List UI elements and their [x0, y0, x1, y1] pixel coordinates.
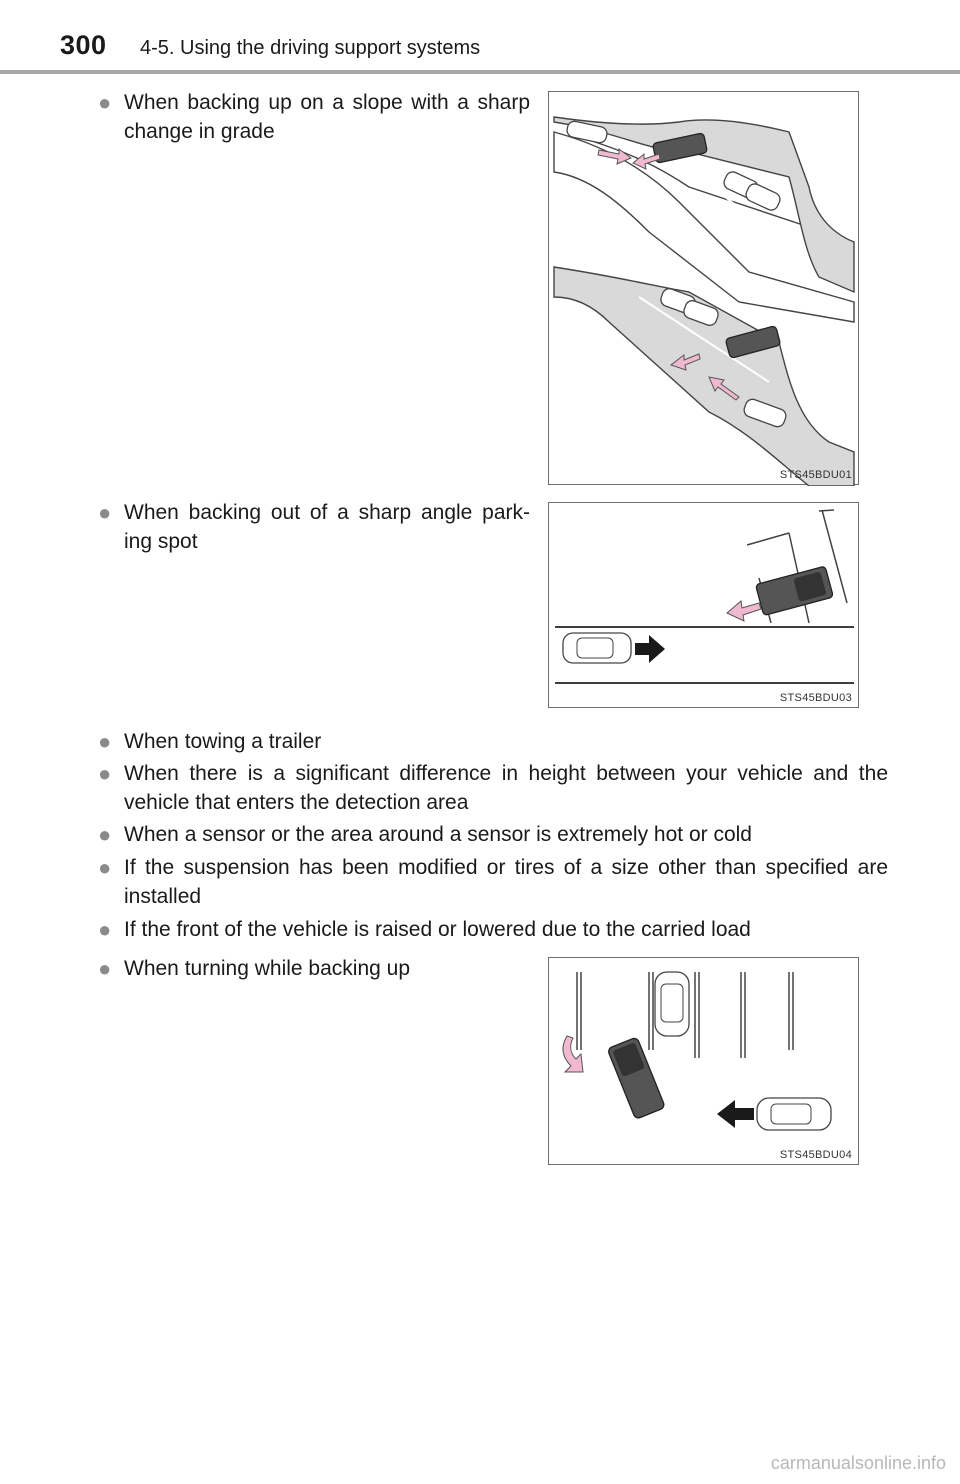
bullet-dot-icon: ●: [98, 761, 112, 786]
bullet-dot-icon: ●: [98, 855, 112, 880]
bullet-item: [98, 498, 530, 556]
bullet-item: [98, 915, 888, 944]
bullet-text: When backing up on a slope with a sharp change in grade: [124, 91, 530, 143]
bullet-dot-icon: ●: [98, 90, 112, 115]
figure-angle-parking: [548, 502, 859, 708]
bullet-text: When backing out of a sharp angle park-ing spot: [124, 501, 530, 553]
slope-illustration: [549, 92, 860, 486]
section-title: 4-5. Using the driving support systems: [140, 37, 481, 59]
bullet-dot-icon: ●: [98, 500, 112, 525]
bullet-text: When a sensor or the area around a sensor is extremely hot or cold: [124, 823, 752, 846]
bullet-item: [98, 88, 530, 146]
bullet-item: [98, 853, 888, 911]
figure-code: STS45BDU04: [779, 1149, 852, 1161]
bullet-item: [98, 954, 530, 983]
page-number: 300: [60, 30, 107, 60]
angle-parking-illustration: [549, 503, 860, 709]
bullet-dot-icon: ●: [98, 822, 112, 847]
bullet-item: [98, 759, 888, 817]
figure-code: STS45BDU01: [779, 469, 852, 481]
bullet-dot-icon: ●: [98, 956, 112, 981]
turning-illustration: [549, 958, 860, 1166]
figure-turning: [548, 957, 859, 1165]
bullet-dot-icon: ●: [98, 917, 112, 942]
footer-watermark[interactable]: carmanualsonline.info: [770, 1453, 946, 1473]
bullet-text: When towing a trailer: [124, 730, 322, 753]
figure-slope: [548, 91, 859, 485]
header-divider: [0, 70, 960, 74]
bullet-item: [98, 727, 888, 756]
bullet-text: When there is a significant difference in height between your vehicle and the vehicle that enters the detection area: [124, 762, 888, 814]
bullet-dot-icon: ●: [98, 729, 112, 754]
bullet-item: [98, 820, 888, 849]
figure-code: STS45BDU03: [779, 692, 852, 704]
bullet-text: If the front of the vehicle is raised or lowered due to the carried load: [124, 918, 751, 941]
bullet-text: If the suspension has been modified or tires of a size other than specified are installed: [124, 856, 888, 908]
page-header: [0, 0, 960, 76]
bullet-text: When turning while backing up: [124, 957, 411, 980]
